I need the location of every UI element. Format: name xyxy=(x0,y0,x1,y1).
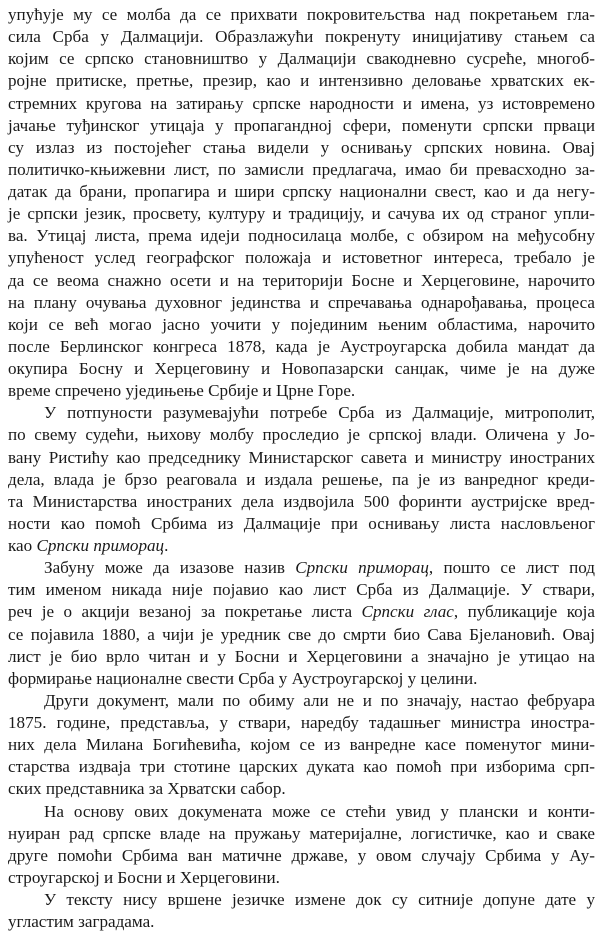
italic-title: Српски приморац xyxy=(295,558,429,578)
paragraph-4 xyxy=(8,690,595,801)
text-line: јачање туђинског утицаја у пропагандној сфери, поменути српски прваци xyxy=(8,115,595,135)
text-line: политичко-књижевни лист, по замисли предлагача, имао би превасходно за- xyxy=(8,159,595,179)
text-line: окупира Босну и Херцеговину и Новопазарски санџак, чиме је на дуже xyxy=(8,359,595,378)
text-line: нуиран рад српске владе на пружању материјалне, логистичке, као и сваке xyxy=(8,823,595,843)
text-line: них дела Милана Богићевића, којом се из ванредне касе поменутог мини- xyxy=(8,735,595,755)
text-line: Други документ, мали по обиму али не и по значају, настао фебруара xyxy=(44,690,595,710)
text-line: У потпуности разумевајући потребе Срба из Далмације, митрополит, xyxy=(44,403,595,423)
text-line: ројне притиске, претње, презир, као и интензивно деловање хрватских ек- xyxy=(8,71,595,91)
paragraph-3 xyxy=(8,557,595,690)
text-line: као Српски приморац. xyxy=(8,536,169,555)
text-line: У тексту нису вршене језичке измене док су ситније допуне дате у xyxy=(44,890,595,909)
text-line: ности као помоћ Србима из Далмације при оснивању листа насловљеног xyxy=(8,513,595,533)
text-line: који се већ могао јасно уочити у појединим њеним областима, нарочито xyxy=(8,314,595,334)
text-line: строугарској и Босни и Херцеговини. xyxy=(8,867,280,887)
text-line: реч је о акцији везаној за покретање листа Српски глас, публикације која xyxy=(8,602,596,622)
text-line: друге помоћи Србима ван матичне државе, у овом случају Србима у Ау- xyxy=(8,845,595,865)
italic-title: Српски глас xyxy=(361,602,454,622)
text-line: после Берлинског конгреса 1878, када је Аустроугарска добила мандат да xyxy=(8,336,595,356)
text-line: да се веома снажно осети и на територији Босне и Херцеговине, нарочито xyxy=(8,270,595,290)
paragraph-6 xyxy=(8,889,595,933)
text-line: упућује му се молба да се прихвати покровитељства над покретањем гла- xyxy=(8,5,595,24)
text-line: вану Ристићу као председнику Министарског савета и министру иностраних xyxy=(8,447,595,467)
italic-title: Српски приморац xyxy=(36,536,165,555)
text-line: је српски језик, просвету, културу и традицију, и сачува их од страног упли- xyxy=(8,204,595,224)
text-line: 1875. године, представља, у ствари, наредбу тадашњег министра иностра- xyxy=(8,713,595,732)
text-line: формирање националне свести Срба у Аустроугарској у целини. xyxy=(8,668,478,688)
text-line: угластим заградама. xyxy=(8,912,155,932)
text-line: се појавила 1880, а чији је уредник све до смрти био Сава Бјелановић. Овај xyxy=(8,624,595,644)
text-line: упућеност услед географског положаја и истоветног интереса, требало је xyxy=(8,248,595,268)
text-line: стремних кругова на затирању српске народности и имена, уз истовремено xyxy=(8,93,595,113)
text-line: На основу ових докумената може се стећи увид у плански и конти- xyxy=(44,801,595,821)
text-line: дела, влада је брзо реаговала и издала решење, па је из ванредног креди- xyxy=(8,469,595,489)
text-line: Забуну може да изазове назив Српски приморац, пошто се лист под xyxy=(44,558,595,578)
text-line: та Министарства иностраних дела издвојила 500 форинти аустријске вред- xyxy=(8,491,595,511)
text-line: су излаз из постојећег стања видели у оснивању српских новина. Овај xyxy=(8,137,595,157)
text-line: датак да брани, пропагира и шири српску национални свест, као и да негу- xyxy=(8,182,595,201)
text-line: ва. Утицај листа, према идеји подносилаца молбе, с обзиром на међусобну xyxy=(8,226,595,246)
text-line: време спречено уједињење Србије и Црне Горе. xyxy=(8,381,356,401)
paragraph-5 xyxy=(8,801,595,890)
text-line: сила Срба у Далмацији. Образлажући покренуту иницијативу стањем са xyxy=(8,27,595,47)
paragraph-2 xyxy=(8,402,595,557)
paragraph-1 xyxy=(8,4,595,402)
text-line: лист је био врло читан и у Босни и Херцеговини а значајно је утицао на xyxy=(8,646,595,666)
text-line: по свему судећи, њихову молбу проследио је српској влади. Оличена у Јо- xyxy=(8,425,595,445)
text-line: старства издваја три стотине царских дуката као помоћ при изборима срп- xyxy=(8,757,595,777)
text-line: тим именом никада није појавио као лист Срба из Далмације. У ствари, xyxy=(8,580,595,600)
text-line: којим се српско становништво у Далмацији свакодневно сусреће, многоб- xyxy=(8,49,595,69)
text-line: ских представника за Хрватски сабор. xyxy=(8,779,286,799)
text-line: на плану очувања духовног јединства и спречавања однарођавања, процеса xyxy=(8,292,595,312)
